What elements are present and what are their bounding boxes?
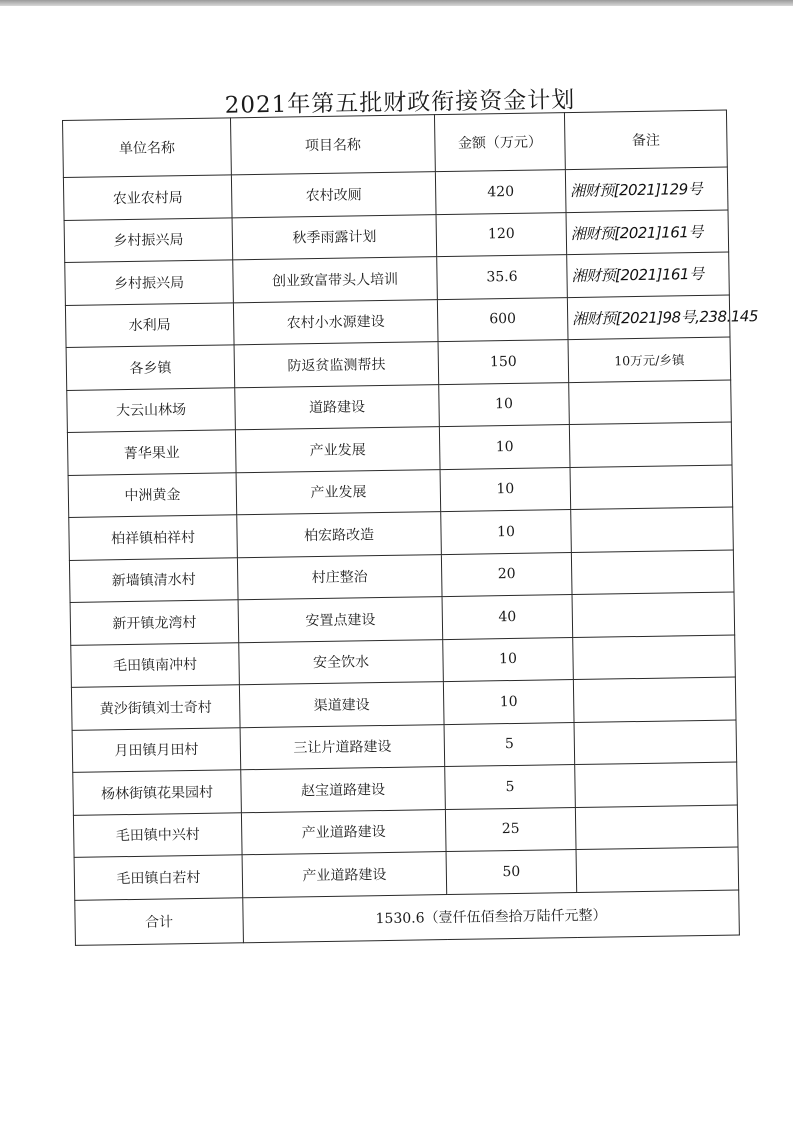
cell-note bbox=[574, 719, 737, 764]
header-note: 备注 bbox=[564, 110, 727, 170]
cell-unit: 水利局 bbox=[65, 302, 234, 347]
total-value: 1530.6（壹仟伍佰叁拾万陆仟元整） bbox=[243, 889, 740, 942]
header-amount: 金额（万元） bbox=[434, 113, 565, 172]
cell-unit: 中洲黄金 bbox=[68, 472, 237, 517]
cell-amount: 20 bbox=[441, 552, 572, 597]
header-project: 项目名称 bbox=[230, 115, 435, 175]
cell-unit: 毛田镇白若村 bbox=[74, 855, 243, 900]
cell-note-handwritten: 湘财预[2021]161号 bbox=[567, 252, 730, 297]
funding-plan-table bbox=[62, 110, 759, 946]
total-row bbox=[75, 889, 740, 944]
cell-unit: 毛田镇中兴村 bbox=[73, 812, 242, 857]
cell-amount: 10 bbox=[440, 467, 571, 512]
cell-note bbox=[569, 422, 732, 467]
cell-project: 安全饮水 bbox=[239, 639, 444, 685]
cell-amount: 150 bbox=[438, 340, 569, 385]
cell-unit: 乡村振兴局 bbox=[64, 217, 233, 262]
cell-note bbox=[572, 592, 735, 637]
cell-project: 三让片道路建设 bbox=[240, 724, 445, 770]
cell-unit: 农业农村局 bbox=[63, 175, 232, 220]
cell-project: 产业道路建设 bbox=[241, 809, 446, 855]
header-unit: 单位名称 bbox=[63, 118, 232, 178]
cell-note bbox=[569, 380, 732, 425]
cell-amount: 5 bbox=[444, 722, 575, 767]
cell-amount: 10 bbox=[439, 382, 570, 427]
cell-note bbox=[573, 677, 736, 722]
cell-note-handwritten: 湘财预[2021]129号 bbox=[565, 167, 728, 212]
cell-note bbox=[570, 465, 733, 510]
cell-amount: 420 bbox=[435, 170, 566, 215]
cell-project: 道路建设 bbox=[235, 384, 440, 430]
cell-unit: 各乡镇 bbox=[66, 345, 235, 390]
cell-note bbox=[573, 634, 736, 679]
cell-project: 产业发展 bbox=[236, 469, 441, 515]
cell-project: 产业道路建设 bbox=[242, 852, 447, 898]
cell-note bbox=[576, 847, 739, 892]
total-label: 合计 bbox=[75, 897, 244, 945]
cell-project: 产业发展 bbox=[235, 427, 440, 473]
cell-project: 渠道建设 bbox=[239, 682, 444, 728]
cell-project: 村庄整治 bbox=[237, 554, 442, 600]
cell-project: 创业致富带头人培训 bbox=[233, 257, 438, 303]
cell-project: 农村小水源建设 bbox=[233, 299, 438, 345]
cell-note: 10万元/乡镇 bbox=[568, 337, 731, 382]
cell-amount: 10 bbox=[443, 637, 574, 682]
cell-project: 秋季雨露计划 bbox=[232, 214, 437, 260]
cell-unit: 柏祥镇柏祥村 bbox=[69, 515, 238, 560]
cell-note-handwritten: 湘财预[2021]161号 bbox=[566, 210, 729, 255]
funding-plan-sheet bbox=[62, 110, 759, 946]
cell-amount: 40 bbox=[442, 595, 573, 640]
cell-project: 安置点建设 bbox=[238, 597, 443, 643]
cell-amount: 600 bbox=[437, 297, 568, 342]
cell-amount: 25 bbox=[445, 807, 576, 852]
cell-unit: 菁华果业 bbox=[67, 430, 236, 475]
cell-unit: 月田镇月田村 bbox=[72, 727, 241, 772]
cell-unit: 黄沙街镇刘士奇村 bbox=[71, 685, 240, 730]
cell-project: 农村改厕 bbox=[231, 172, 436, 218]
cell-amount: 50 bbox=[446, 850, 577, 895]
cell-amount: 10 bbox=[441, 510, 572, 555]
cell-unit: 大云山林场 bbox=[67, 387, 236, 432]
cell-note-handwritten: 湘财预[2021]98号,238.145 bbox=[567, 295, 730, 340]
cell-project: 柏宏路改造 bbox=[237, 512, 442, 558]
cell-note bbox=[575, 762, 738, 807]
cell-amount: 10 bbox=[439, 425, 570, 470]
cell-amount: 120 bbox=[436, 212, 567, 257]
scan-edge bbox=[0, 0, 793, 6]
cell-amount: 10 bbox=[443, 680, 574, 725]
cell-unit: 杨林街镇花果园村 bbox=[73, 770, 242, 815]
header-row bbox=[63, 110, 728, 177]
cell-note bbox=[571, 507, 734, 552]
cell-note bbox=[575, 804, 738, 849]
cell-unit: 乡村振兴局 bbox=[65, 260, 234, 305]
cell-note bbox=[571, 550, 734, 595]
document-title: 2021年第五批财政衔接资金计划 bbox=[224, 87, 576, 119]
cell-unit: 新开镇龙湾村 bbox=[70, 600, 239, 645]
cell-project: 防返贫监测帮扶 bbox=[234, 342, 439, 388]
cell-project: 赵宝道路建设 bbox=[241, 767, 446, 813]
cell-unit: 毛田镇南冲村 bbox=[71, 642, 240, 687]
cell-unit: 新墙镇清水村 bbox=[69, 557, 238, 602]
cell-amount: 5 bbox=[445, 765, 576, 810]
cell-amount: 35.6 bbox=[437, 255, 568, 300]
